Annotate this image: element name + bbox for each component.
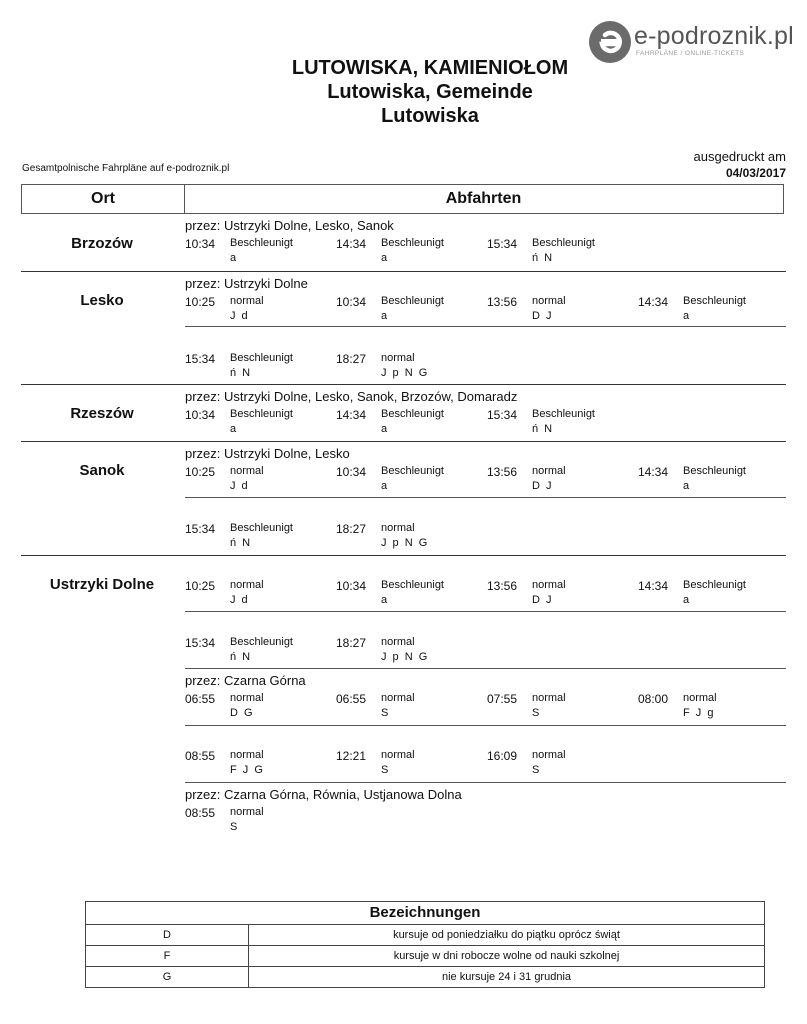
legend-table bbox=[85, 901, 765, 988]
departure bbox=[185, 692, 335, 722]
section-ustrzyki-dolne bbox=[21, 555, 786, 846]
departure bbox=[336, 408, 486, 438]
section-sanok bbox=[21, 441, 786, 555]
departure bbox=[336, 522, 486, 552]
departure-codes: a bbox=[230, 252, 237, 264]
departure-time: 18:27 bbox=[336, 636, 367, 650]
departure-time: 15:34 bbox=[487, 237, 518, 251]
departure-time: 15:34 bbox=[185, 352, 216, 366]
departure bbox=[185, 352, 335, 382]
departure-time: 14:34 bbox=[638, 465, 669, 479]
legend-code: G bbox=[86, 967, 249, 987]
departure-time: 13:56 bbox=[487, 579, 518, 593]
departure-type: Beschleunigt bbox=[381, 465, 444, 477]
legend-row bbox=[86, 967, 764, 987]
departure bbox=[336, 749, 486, 779]
departure-time: 07:55 bbox=[487, 692, 518, 706]
departure-time: 15:34 bbox=[487, 408, 518, 422]
departure bbox=[638, 579, 788, 609]
departure bbox=[185, 295, 335, 325]
departure-type: Beschleunigt bbox=[532, 408, 595, 420]
title-line-1: LUTOWISKA, KAMIENIOŁOM bbox=[291, 57, 569, 79]
departure-codes: a bbox=[381, 310, 388, 322]
row-divider bbox=[185, 782, 786, 783]
printed-date: 04/03/2017 bbox=[725, 166, 786, 180]
departure-type: Beschleunigt bbox=[683, 465, 746, 477]
departure-type: normal bbox=[230, 749, 264, 761]
departure-codes: D J bbox=[532, 480, 552, 492]
departure-time: 10:25 bbox=[185, 295, 216, 309]
departure-codes: S bbox=[532, 707, 540, 719]
departure-type: Beschleunigt bbox=[683, 295, 746, 307]
departure-time: 18:27 bbox=[336, 352, 367, 366]
departure-type: normal bbox=[230, 465, 264, 477]
departure-type: Beschleunigt bbox=[381, 237, 444, 249]
departure-time: 06:55 bbox=[185, 692, 216, 706]
departure-time: 08:00 bbox=[638, 692, 669, 706]
departure-time: 10:34 bbox=[336, 295, 367, 309]
departure bbox=[487, 237, 637, 267]
departure-time: 10:34 bbox=[336, 465, 367, 479]
departure bbox=[185, 237, 335, 267]
departure-time: 14:34 bbox=[336, 237, 367, 251]
legend-row bbox=[86, 925, 764, 946]
departure-codes: a bbox=[230, 423, 237, 435]
departure-codes: a bbox=[683, 480, 690, 492]
departure-type: normal bbox=[230, 692, 264, 704]
departure-time: 06:55 bbox=[336, 692, 367, 706]
departure-codes: J d bbox=[230, 310, 248, 322]
departure bbox=[336, 352, 486, 382]
departure-codes: J d bbox=[230, 594, 248, 606]
departure-type: normal bbox=[683, 692, 717, 704]
departure bbox=[638, 295, 788, 325]
departure-type: Beschleunigt bbox=[381, 579, 444, 591]
departure-time: 18:27 bbox=[336, 522, 367, 536]
departure-time: 08:55 bbox=[185, 806, 216, 820]
departure bbox=[487, 465, 637, 495]
departure-type: normal bbox=[532, 579, 566, 591]
departure bbox=[336, 237, 486, 267]
brand-name: e-podroznik.pl bbox=[634, 22, 794, 50]
departure-codes: J p N G bbox=[381, 651, 428, 663]
departure-type: normal bbox=[230, 295, 264, 307]
departure-type: Beschleunigt bbox=[381, 295, 444, 307]
title-line-2: Lutowiska, Gemeinde bbox=[327, 81, 533, 103]
departure bbox=[336, 692, 486, 722]
departure-time: 12:21 bbox=[336, 749, 367, 763]
place-name: Ustrzyki Dolne bbox=[49, 576, 155, 593]
departure-type: normal bbox=[381, 749, 415, 761]
departure bbox=[336, 636, 486, 666]
departure bbox=[336, 579, 486, 609]
departure-codes: F J g bbox=[683, 707, 714, 719]
departure-type: Beschleunigt bbox=[683, 579, 746, 591]
departure-codes: J d bbox=[230, 480, 248, 492]
departure bbox=[487, 579, 637, 609]
legend-code: D bbox=[86, 925, 249, 945]
page-title bbox=[0, 56, 807, 128]
departure-type: normal bbox=[532, 295, 566, 307]
departure-type: Beschleunigt bbox=[381, 408, 444, 420]
departure-time: 13:56 bbox=[487, 465, 518, 479]
departure bbox=[638, 465, 788, 495]
legend-description: kursuje w dni robocze wolne od nauki szkolnej bbox=[393, 950, 620, 962]
departure-time: 10:34 bbox=[185, 408, 216, 422]
place-name: Rzeszów bbox=[70, 405, 134, 422]
departure-time: 08:55 bbox=[185, 749, 216, 763]
departure-codes: ń N bbox=[230, 367, 251, 379]
departure-time: 16:09 bbox=[487, 749, 518, 763]
departure-type: normal bbox=[230, 579, 264, 591]
departure-codes: J p N G bbox=[381, 537, 428, 549]
departure-time: 14:34 bbox=[638, 295, 669, 309]
departure-codes: S bbox=[230, 821, 238, 833]
table-header bbox=[21, 184, 784, 214]
departure-codes: a bbox=[381, 423, 388, 435]
departure bbox=[638, 692, 788, 722]
departure-codes: a bbox=[381, 480, 388, 492]
departure-time: 15:34 bbox=[185, 522, 216, 536]
departure-type: normal bbox=[381, 692, 415, 704]
departure-codes: ń N bbox=[230, 651, 251, 663]
departure-codes: a bbox=[381, 252, 388, 264]
departure-codes: a bbox=[381, 594, 388, 606]
printed-info bbox=[694, 149, 787, 181]
departure-codes: S bbox=[381, 764, 389, 776]
departure-time: 10:34 bbox=[185, 237, 216, 251]
departure-time: 10:34 bbox=[336, 579, 367, 593]
via-route: przez: Czarna Górna bbox=[185, 673, 306, 688]
departure-type: normal bbox=[381, 636, 415, 648]
departure bbox=[185, 408, 335, 438]
departure-type: normal bbox=[381, 522, 415, 534]
departure-codes: ń N bbox=[532, 252, 553, 264]
row-divider bbox=[185, 326, 786, 327]
legend-title: Bezeichnungen bbox=[86, 902, 764, 925]
departure-codes: ń N bbox=[532, 423, 553, 435]
row-divider bbox=[185, 497, 786, 498]
place-name: Lesko bbox=[80, 292, 124, 309]
departure-type: Beschleunigt bbox=[230, 237, 293, 249]
departure-codes: D J bbox=[532, 594, 552, 606]
departure bbox=[185, 465, 335, 495]
column-ort: Ort bbox=[22, 185, 185, 213]
legend-description: nie kursuje 24 i 31 grudnia bbox=[441, 971, 572, 983]
departure-time: 14:34 bbox=[336, 408, 367, 422]
departure-time: 10:25 bbox=[185, 579, 216, 593]
departure-codes: F J G bbox=[230, 764, 263, 776]
departure-codes: S bbox=[532, 764, 540, 776]
column-abfahrten: Abfahrten bbox=[445, 190, 522, 207]
departure bbox=[185, 522, 335, 552]
departure-time: 10:25 bbox=[185, 465, 216, 479]
title-line-3: Lutowiska bbox=[381, 105, 479, 127]
source-note: Gesamtpolnische Fahrpläne auf e-podroznik.pl bbox=[22, 163, 230, 174]
via-route: przez: Ustrzyki Dolne, Lesko, Sanok, Brzozów, Domaradz bbox=[185, 389, 518, 404]
via-route: przez: Ustrzyki Dolne, Lesko bbox=[185, 446, 350, 461]
via-route: przez: Czarna Górna, Równia, Ustjanowa Dolna bbox=[185, 787, 462, 802]
departure-type: Beschleunigt bbox=[230, 352, 293, 364]
via-route: przez: Ustrzyki Dolne bbox=[185, 276, 308, 291]
departure-type: normal bbox=[532, 749, 566, 761]
departure-codes: J p N G bbox=[381, 367, 428, 379]
row-divider bbox=[185, 611, 786, 612]
section-brzozow bbox=[21, 214, 786, 270]
departure bbox=[487, 692, 637, 722]
section-lesko bbox=[21, 271, 786, 385]
departure-type: normal bbox=[381, 352, 415, 364]
departure bbox=[185, 579, 335, 609]
departure-type: normal bbox=[532, 465, 566, 477]
departure-type: Beschleunigt bbox=[532, 237, 595, 249]
place-name: Brzozów bbox=[71, 235, 133, 252]
section-rzeszow bbox=[21, 384, 786, 441]
via-route: przez: Ustrzyki Dolne, Lesko, Sanok bbox=[185, 218, 394, 233]
departure-type: Beschleunigt bbox=[230, 522, 293, 534]
departure bbox=[336, 465, 486, 495]
departure bbox=[487, 295, 637, 325]
departure-type: Beschleunigt bbox=[230, 636, 293, 648]
departure-codes: a bbox=[683, 594, 690, 606]
row-divider bbox=[185, 668, 786, 669]
departure-type: Beschleunigt bbox=[230, 408, 293, 420]
departure bbox=[336, 295, 486, 325]
departure-time: 13:56 bbox=[487, 295, 518, 309]
departure-type: normal bbox=[230, 806, 264, 818]
departure-time: 14:34 bbox=[638, 579, 669, 593]
departure-codes: D J bbox=[532, 310, 552, 322]
departure-type: normal bbox=[532, 692, 566, 704]
brand-tagline: FAHRPLÄNE / ONLINE-TICKETS bbox=[636, 50, 745, 57]
departure bbox=[487, 408, 637, 438]
departure bbox=[185, 806, 335, 836]
departure bbox=[185, 636, 335, 666]
row-divider bbox=[185, 725, 786, 726]
legend-row bbox=[86, 946, 764, 967]
departure-codes: a bbox=[683, 310, 690, 322]
printed-label: ausgedruckt am bbox=[693, 149, 786, 164]
departure-codes: D G bbox=[230, 707, 253, 719]
departure-codes: ń N bbox=[230, 537, 251, 549]
legend-code: F bbox=[86, 946, 249, 966]
departure bbox=[185, 749, 335, 779]
legend-description: kursuje od poniedziałku do piątku oprócz świąt bbox=[393, 929, 620, 941]
place-name: Sanok bbox=[79, 462, 125, 479]
departure-time: 15:34 bbox=[185, 636, 216, 650]
departure bbox=[487, 749, 637, 779]
departure-codes: S bbox=[381, 707, 389, 719]
